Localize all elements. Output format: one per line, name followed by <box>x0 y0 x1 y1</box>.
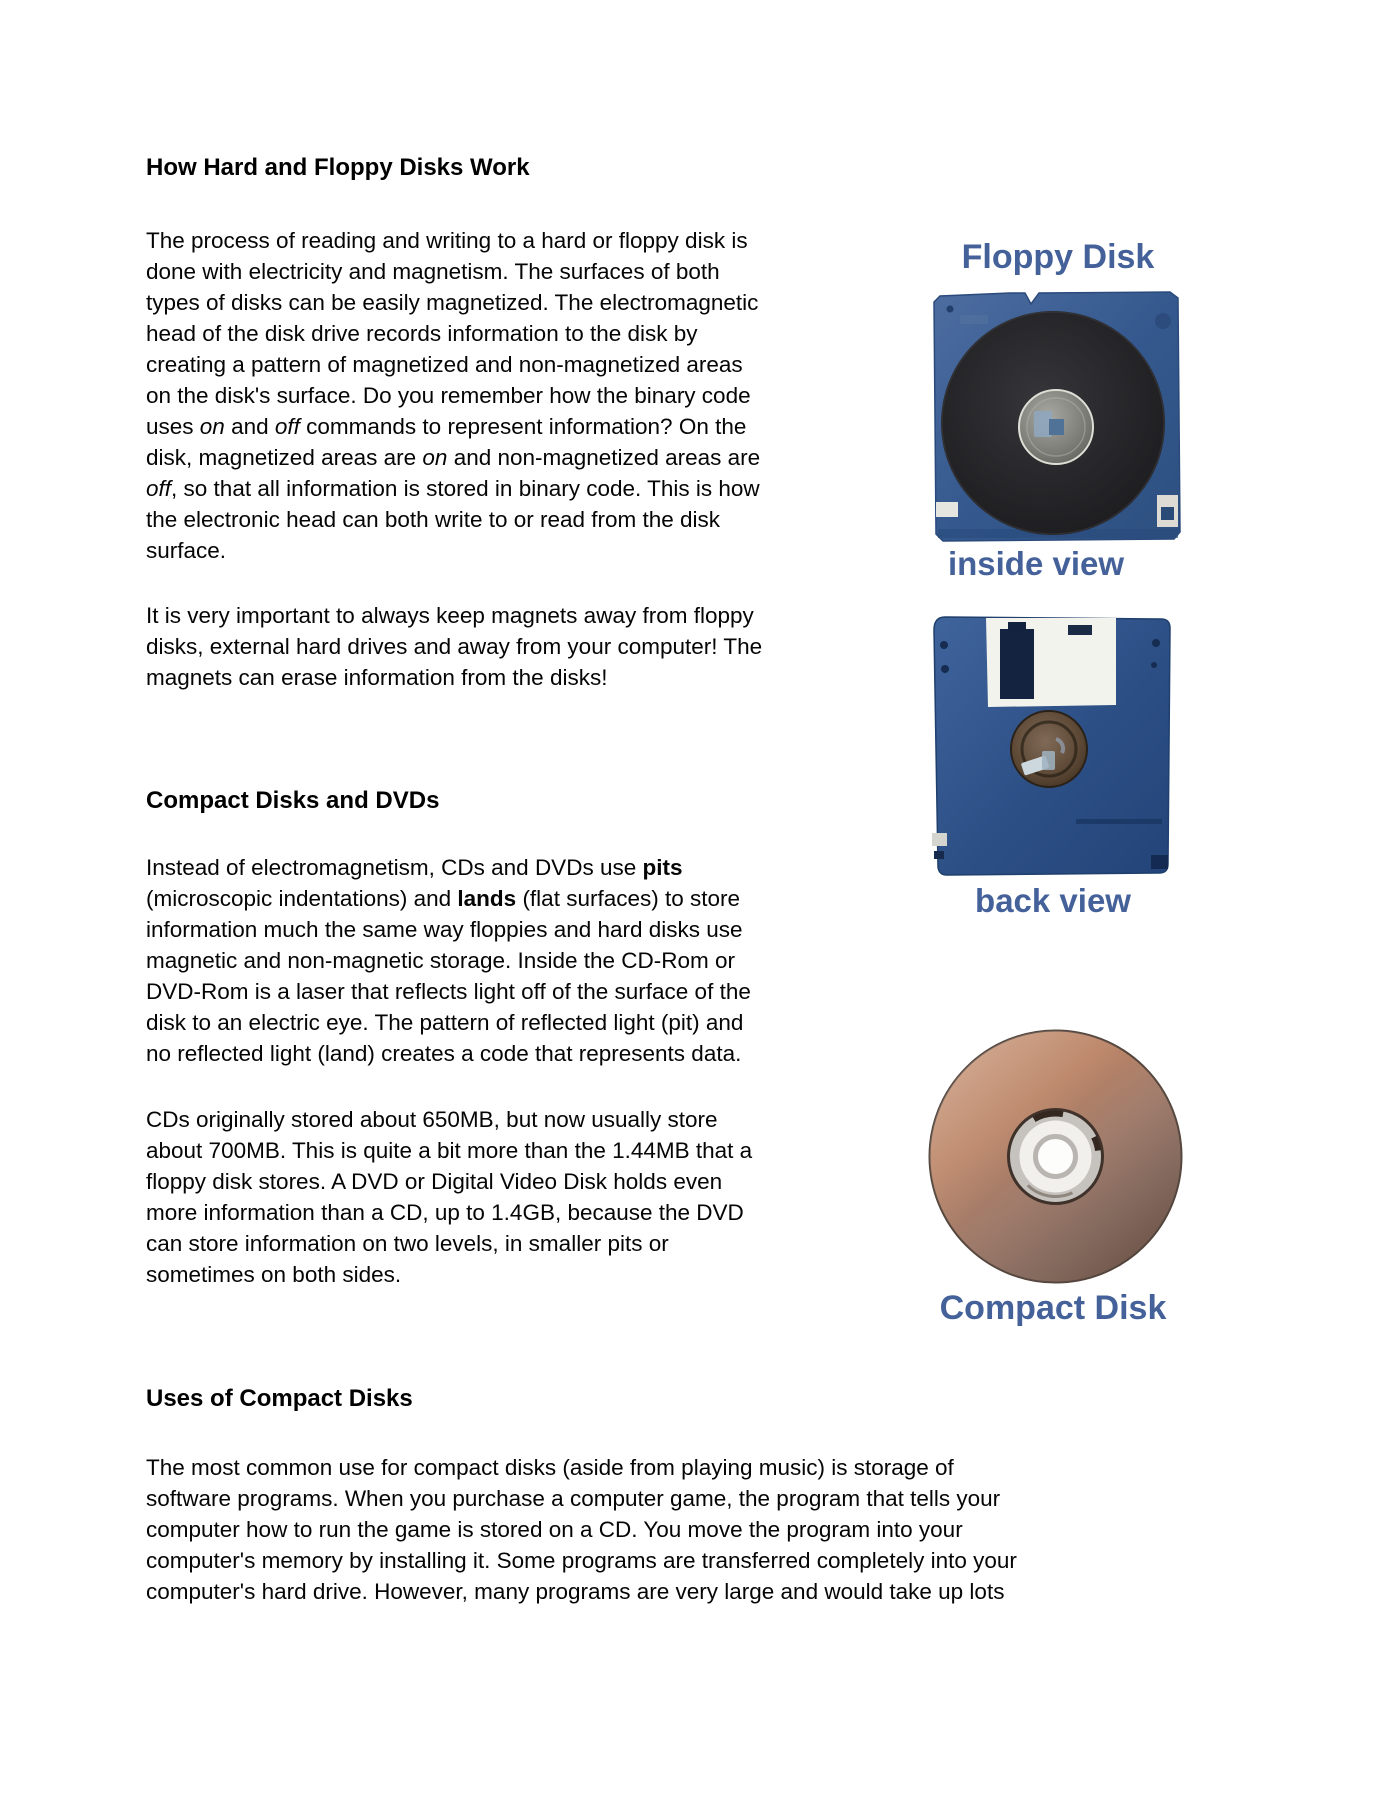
compact-disk-caption: Compact Disk <box>939 1289 1167 1327</box>
text-line: done with electricity and magnetism. The surfaces of both <box>146 259 720 284</box>
text-line: The most common use for compact disks (aside from playing music) is storage of <box>146 1455 954 1480</box>
paragraph-cd-capacity <box>146 1104 752 1290</box>
text-line: disk to an electric eye. The pattern of reflected light (pit) and <box>146 1010 744 1035</box>
text-line: magnets can erase information from the disks! <box>146 665 608 690</box>
text-line: computer how to run the game is stored on a CD. You move the program into your <box>146 1517 963 1542</box>
heading-uses-of-compact-disks: Uses of Compact Disks <box>146 1385 413 1412</box>
text-line: software programs. When you purchase a computer game, the program that tells your <box>146 1486 1001 1511</box>
text-line: It is very important to always keep magnets away from floppy <box>146 603 754 628</box>
floppy-inside-svg <box>930 287 1186 545</box>
text-line: off, so that all information is stored in binary code. This is how <box>146 476 760 501</box>
text-line: CDs originally stored about 650MB, but now usually store <box>146 1107 718 1132</box>
text-line: surface. <box>146 538 227 563</box>
text-line: types of disks can be easily magnetized. The electromagnetic <box>146 290 759 315</box>
text-line: uses on and off commands to represent information? On the <box>146 414 747 439</box>
heading-compact-disks-dvds: Compact Disks and DVDs <box>146 787 440 814</box>
floppy-disk-inside-image <box>930 287 1186 545</box>
back-view-caption: back view <box>975 882 1131 919</box>
text-line: creating a pattern of magnetized and non-magnetized areas <box>146 352 743 377</box>
paragraph-pits-and-lands <box>146 852 751 1069</box>
text-line: no reflected light (land) creates a code that represents data. <box>146 1041 742 1066</box>
inside-view-caption: inside view <box>947 545 1125 582</box>
text-line: Instead of electromagnetism, CDs and DVDs use pits <box>146 855 683 880</box>
compact-disk-svg <box>927 1028 1184 1285</box>
heading-how-disks-work: How Hard and Floppy Disks Work <box>146 154 530 181</box>
text-line: floppy disk stores. A DVD or Digital Video Disk holds even <box>146 1169 723 1194</box>
text-line: more information than a CD, up to 1.4GB, because the DVD <box>146 1200 744 1225</box>
text-line: computer's hard drive. However, many programs are very large and would take up lots <box>146 1579 1005 1604</box>
text-line: the electronic head can both write to or read from the disk <box>146 507 721 532</box>
floppy-disk-figure-title: Floppy Disk <box>961 238 1155 276</box>
text-line: computer's memory by installing it. Some programs are transferred completely into your <box>146 1548 1017 1573</box>
text-line: (microscopic indentations) and lands (flat surfaces) to store <box>146 886 741 911</box>
text-line: about 700MB. This is quite a bit more than the 1.44MB that a <box>146 1138 753 1163</box>
text-line: DVD-Rom is a laser that reflects light off of the surface of the <box>146 979 751 1004</box>
compact-disk-image <box>927 1028 1184 1285</box>
text-line: sometimes on both sides. <box>146 1262 402 1287</box>
text-line: magnetic and non-magnetic storage. Inside the CD-Rom or <box>146 948 736 973</box>
text-line: disk, magnetized areas are on and non-magnetized areas are <box>146 445 761 470</box>
floppy-back-svg <box>930 613 1176 881</box>
paragraph-uses-of-cds <box>146 1452 1017 1607</box>
text-line: head of the disk drive records information to the disk by <box>146 321 698 346</box>
paragraph-reading-writing <box>146 225 760 566</box>
text-line: information much the same way floppies and hard disks use <box>146 917 743 942</box>
floppy-disk-back-image <box>930 613 1176 881</box>
paragraph-magnets-warning <box>146 600 762 693</box>
text-line: The process of reading and writing to a hard or floppy disk is <box>146 228 748 253</box>
text-line: disks, external hard drives and away from your computer! The <box>146 634 763 659</box>
text-line: on the disk's surface. Do you remember how the binary code <box>146 383 751 408</box>
text-line: can store information on two levels, in smaller pits or <box>146 1231 669 1256</box>
